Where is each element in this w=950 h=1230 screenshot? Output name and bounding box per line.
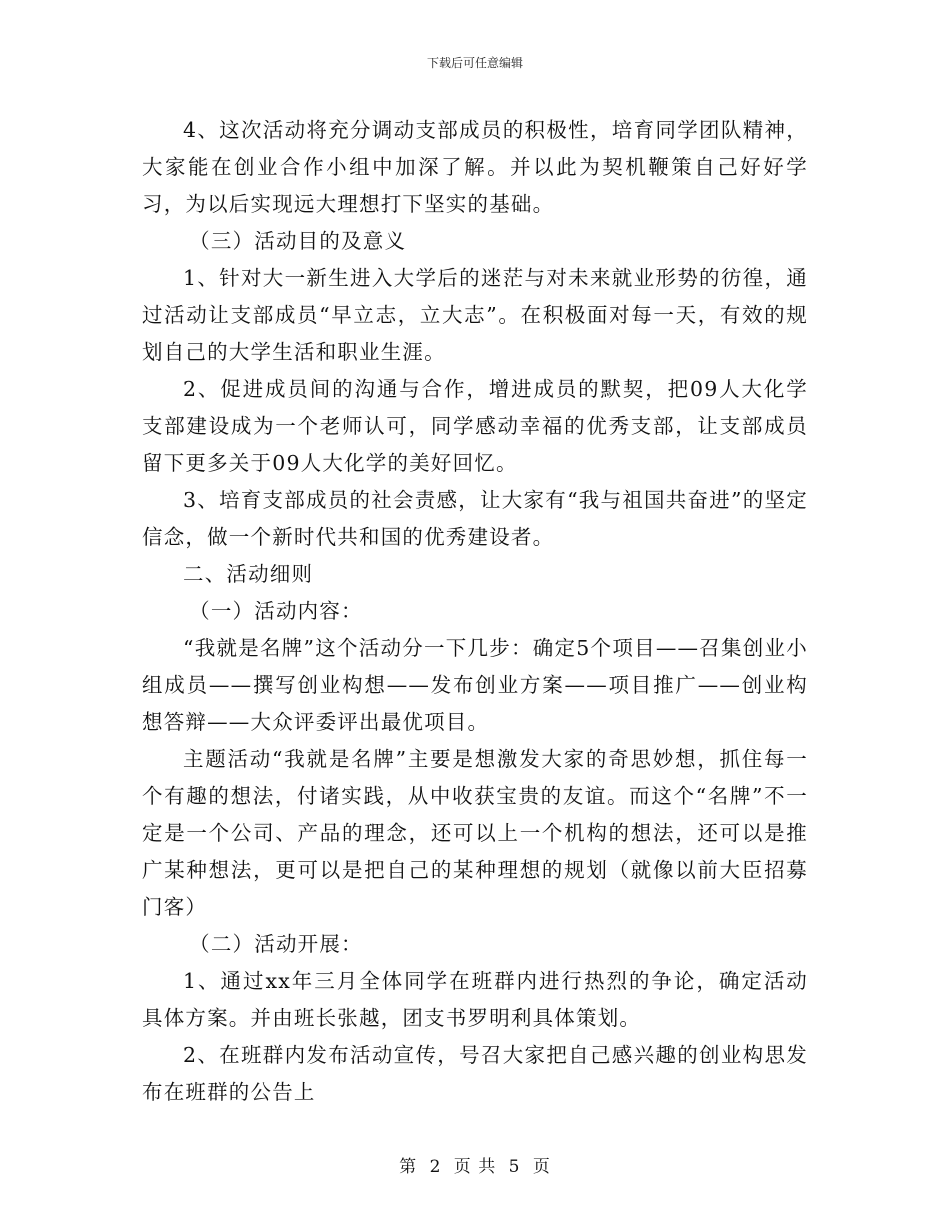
subheading-activity-execution: （二）活动开展： bbox=[189, 932, 363, 956]
paragraph-theme-description: 主题活动“我就是名牌”主要是想激发大家的奇思妙想，抓住每一个有趣的想法，付诸实践，从中收获宝贵的友谊。而这个“名牌”不一定是一个公司、产品的理念，还可以上一个机构的想法，还可以是推广某种想法，更可以是把自己的某种理想的规划（就像以前大臣招募门客） bbox=[142, 747, 808, 919]
paragraph-purpose-1: 1、针对大一新生进入大学后的迷茫与对未来就业形势的彷徨，通过活动让支部成员“早立志，立大志”。在积极面对每一天，有效的规划自己的大学生活和职业生涯。 bbox=[142, 266, 808, 364]
section-heading-purpose: （三）活动目的及意义 bbox=[189, 229, 407, 253]
paragraph-activity-steps: “我就是名牌”这个活动分一下几步：确定5个项目——召集创业小组成员——撰写创业构想——发布创业方案——项目推广——创业构想答辩——大众评委评出最优项目。 bbox=[142, 636, 808, 734]
paragraph-activity-point-4: 4、这次活动将充分调动支部成员的积极性，培育同学团队精神，大家能在创业合作小组中加深了解。并以此为契机鞭策自己好好学习，为以后实现远大理想打下坚实的基础。 bbox=[142, 118, 808, 216]
page-footer bbox=[0, 1152, 950, 1177]
footer-suffix: 页 bbox=[532, 1157, 551, 1177]
paragraph-execution-1: 1、通过xx年三月全体同学在班群内进行热烈的争论，确定活动具体方案。并由班长张越，团支书罗明利具体策划。 bbox=[142, 969, 808, 1030]
section-heading-details: 二、活动细则 bbox=[183, 562, 314, 586]
page-number: 2 bbox=[429, 1157, 442, 1177]
total-pages: 5 bbox=[508, 1157, 521, 1177]
paragraph-purpose-3: 3、培育支部成员的社会责感，让大家有“我与祖国共奋进”的坚定信念，做一个新时代共和国的优秀建设者。 bbox=[142, 488, 808, 549]
paragraph-execution-2: 2、在班群内发布活动宣传，号召大家把自己感兴趣的创业构思发布在班群的公告上 bbox=[142, 1043, 808, 1104]
subheading-activity-content: （一）活动内容： bbox=[189, 599, 363, 623]
paragraph-purpose-2: 2、促进成员间的沟通与合作，增进成员的默契，把09人大化学支部建设成为一个老师认可，同学感动幸福的优秀支部，让支部成员留下更多关于09人大化学的美好回忆。 bbox=[142, 377, 808, 475]
footer-prefix: 第 bbox=[399, 1157, 418, 1177]
page-header: 下载后可任意编辑 bbox=[426, 56, 523, 70]
document-body bbox=[142, 112, 808, 1111]
footer-middle: 页 共 bbox=[453, 1157, 497, 1177]
